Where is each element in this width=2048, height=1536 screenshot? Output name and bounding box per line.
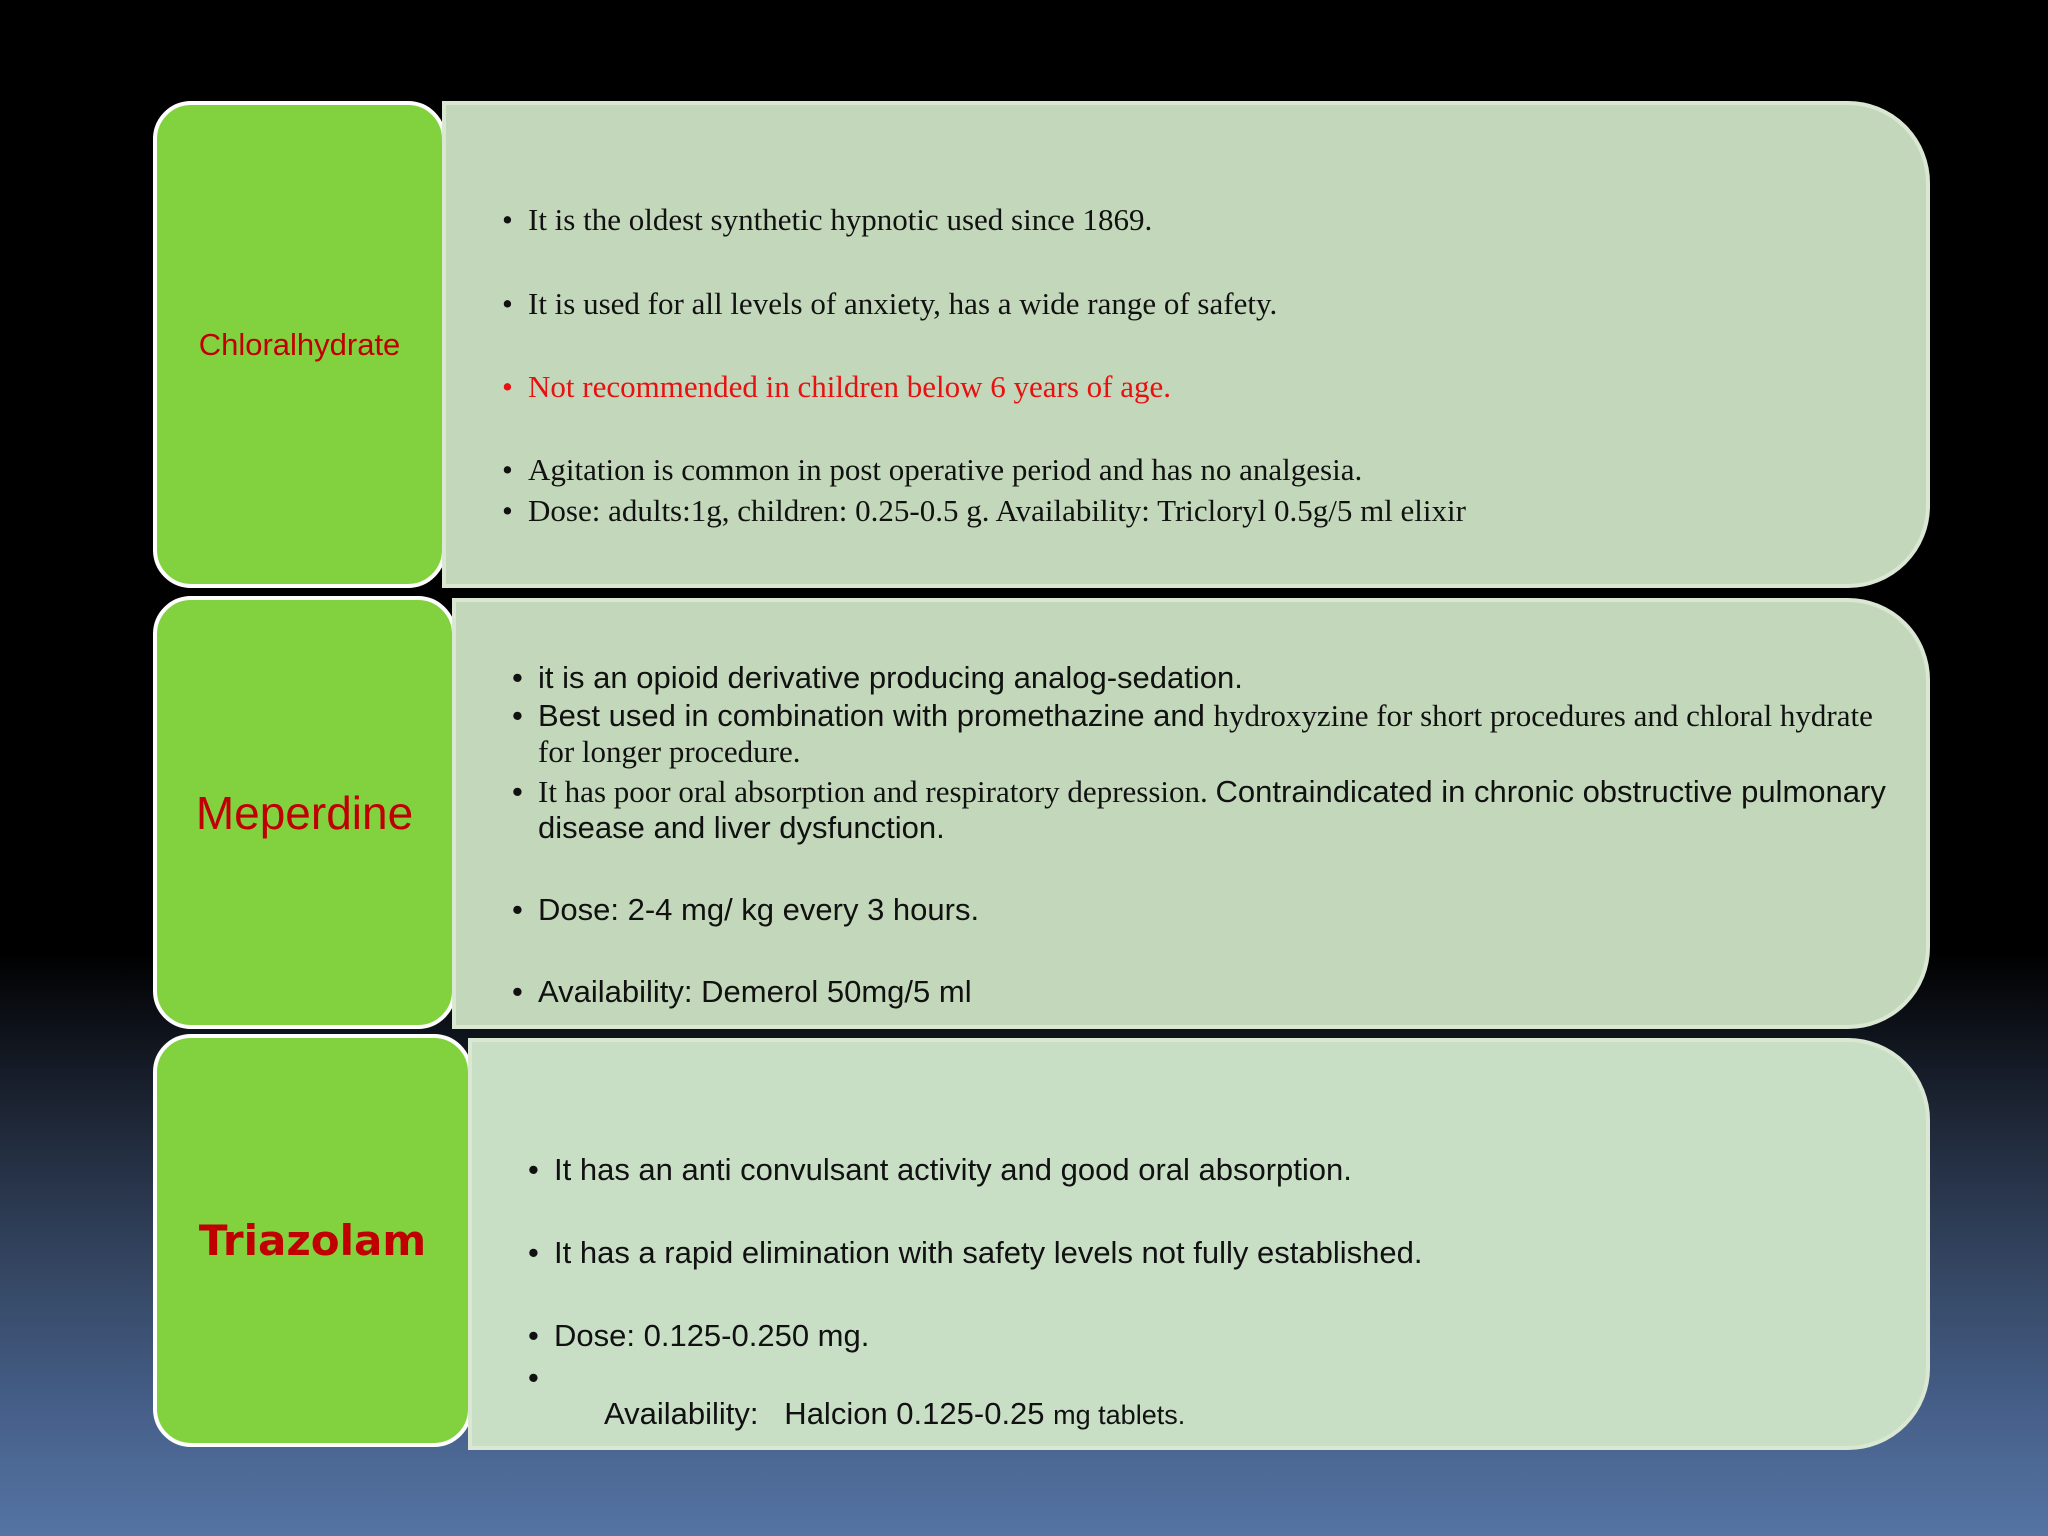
bullet-item xyxy=(528,1235,1888,1271)
bullet-item xyxy=(502,283,1882,324)
bullet-text: Availability: Halcion 0.125-0.25 xyxy=(603,1396,1054,1431)
bullet-list-triazolam xyxy=(528,1152,1888,1469)
bullet-text: It has an anti convulsant activity and good oral absorption. xyxy=(554,1152,1352,1187)
bullet-list-chloralhydrate xyxy=(502,199,1882,531)
bullet-item xyxy=(502,199,1882,240)
bullet-text: It is the oldest synthetic hypnotic used since 1869. xyxy=(528,202,1153,237)
content-meperdine xyxy=(452,598,1930,1029)
bullet-text-serif: hydroxyzine for short procedures and chloral hydrate for longer procedure. xyxy=(538,698,1873,769)
bullet-item xyxy=(502,490,1882,531)
bullet-item-warning xyxy=(502,366,1882,407)
bullet-text: Contraindicated in chronic obstructive pulmonary disease and liver dysfunction. xyxy=(538,774,1886,845)
bullet-text-small: mg tablets. xyxy=(1053,1400,1186,1430)
bullet-text: Dose: 2-4 mg/ kg every 3 hours. xyxy=(538,892,980,927)
bullet-item xyxy=(528,1152,1888,1188)
bullet-item xyxy=(528,1360,1888,1469)
label-triazolam-text: Triazolam xyxy=(198,1216,427,1265)
bullet-text: Best used in combination with promethazine and xyxy=(538,698,1214,733)
bullet-item xyxy=(502,449,1882,490)
bullet-item xyxy=(512,974,1892,1010)
content-chloralhydrate xyxy=(442,101,1930,588)
content-triazolam xyxy=(468,1038,1930,1450)
label-triazolam xyxy=(153,1034,472,1447)
bullet-item xyxy=(512,774,1892,846)
bullet-text: Not recommended in children below 6 years of age. xyxy=(528,369,1172,404)
bullet-text: It is used for all levels of anxiety, has a wide range of safety. xyxy=(528,286,1278,321)
label-chloralhydrate xyxy=(153,101,446,588)
bullet-text: Availability: Demerol 50mg/5 ml xyxy=(538,974,972,1009)
bullet-text: Dose: 0.125-0.250 mg. xyxy=(554,1318,870,1353)
bullet-text: Dose: adults:1g, children: 0.25-0.5 g. Availability: Tricloryl 0.5g/5 ml elixir xyxy=(528,493,1466,528)
bullet-item xyxy=(528,1318,1888,1354)
bullet-item xyxy=(512,658,1892,698)
label-meperdine xyxy=(153,596,456,1029)
bullet-text: Agitation is common in post operative period and has no analgesia. xyxy=(528,452,1363,487)
label-chloralhydrate-text: Chloralhydrate xyxy=(198,326,401,362)
bullet-text: it is an opioid derivative producing analog-sedation. xyxy=(538,660,1243,695)
bullet-text-serif: It has poor oral absorption and respiratory depression. xyxy=(538,774,1216,809)
bullet-item xyxy=(512,698,1892,770)
bullet-text: It has a rapid elimination with safety levels not fully established. xyxy=(554,1235,1423,1270)
label-meperdine-text: Meperdine xyxy=(195,786,414,839)
bullet-item xyxy=(512,892,1892,928)
bullet-list-meperdine xyxy=(512,658,1892,1010)
